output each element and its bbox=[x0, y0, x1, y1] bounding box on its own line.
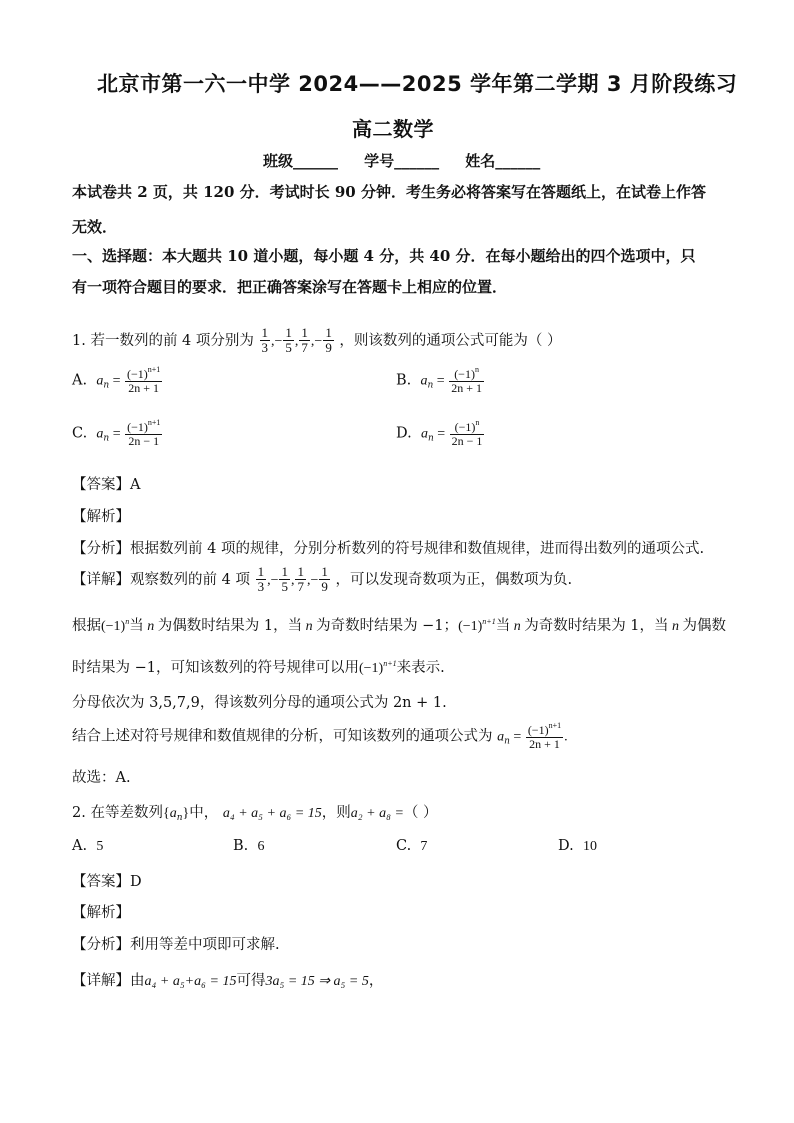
q2-option-b: B. 6 bbox=[233, 838, 265, 854]
student-info-line: 班级______ 学号______ 姓名______ bbox=[263, 152, 541, 170]
q1-option-c: C. $a_n$ = $\frac{(-1)^{n+1}}{2n - 1}$ bbox=[72, 418, 161, 449]
q1-option-d: D. $a_n$ = $\frac{(-1)^n}{2n - 1}$ bbox=[396, 418, 483, 449]
section-heading-line-2: 有一项符合题目的要求．把正确答案涂写在答题卡上相应的位置． bbox=[72, 278, 508, 296]
q1-conclusion: 故选：A. bbox=[72, 770, 131, 786]
q2-option-d: D. 10 bbox=[558, 838, 597, 854]
section-heading-line-1: 一、选择题：本大题共 10 道小题，每小题 4 分，共 40 分．在每小题给出的四个选项中，只 bbox=[72, 247, 696, 265]
q1-option-b: B. $a_n$ = $\frac{(-1)^n}{2n + 1}$ bbox=[396, 365, 482, 396]
q1-sign-line-2: 时结果为 −1，可知该数列的符号规律可以用$(-1)^{n+1}$来表示. bbox=[72, 659, 445, 676]
q1-analysis: 【分析】根据数列前 4 项的规律，分别分析数列的符号规律和数值规律，进而得出数列的通项公式. bbox=[72, 541, 705, 557]
page-subtitle: 高二数学 bbox=[352, 117, 434, 141]
q2-option-c: C. 7 bbox=[396, 838, 428, 854]
q1-detail: 【详解】观察数列的前 4 项 $\frac{1}{3}$ ,− $\frac{1}{5}$ , $\frac{1}{7}$ ,− $\frac{1}{9}$ ，可以发现奇数项为正，偶数项为负. bbox=[72, 564, 573, 595]
q1-sequence: $\frac{1}{3}$ ,− $\frac{1}{5}$ , $\frac{1}{7}$ ,− $\frac{1}{9}$ bbox=[261, 325, 332, 356]
q2-analysis-head: 【解析】 bbox=[72, 905, 130, 921]
q1-stem-suffix: ，则该数列的通项公式可能为（ ） bbox=[339, 332, 562, 349]
q2-stem: 2. 在等差数列$\{a_n\}$中， a₄ + a₅ + a₆ = 15，则a₂ + a₈ =（ ） bbox=[72, 805, 438, 823]
q2-option-a: A. 5 bbox=[72, 838, 104, 854]
q2-analysis: 【分析】利用等差中项即可求解. bbox=[72, 937, 280, 953]
q1-answer: 【答案】A bbox=[72, 477, 141, 493]
intro-line-1: 本试卷共 2 页，共 120 分．考试时长 90 分钟．考生务必将答案写在答题纸上，在试卷上作答 bbox=[72, 183, 706, 201]
q1-stem bbox=[72, 326, 562, 356]
q1-option-a: A. $a_n$ = $\frac{(-1)^{n+1}}{2n + 1}$ bbox=[72, 365, 161, 396]
q1-sign-line-1: 根据$(-1)^n$当 n 为偶数时结果为 1，当 n 为奇数时结果为 −1；$(-1)^{n+1}$当 n 为奇数时结果为 1，当 n 为偶数 bbox=[72, 617, 727, 634]
q1-result-line: 结合上述对符号规律和数值规律的分析，可知该数列的通项公式为 $a_n$ = $\frac{(-1)^{n+1}}{2n + 1}$ . bbox=[72, 721, 568, 752]
q1-denominator-line: 分母依次为 3,5,7,9，得该数列分母的通项公式为 2n + 1. bbox=[72, 695, 447, 711]
q1-stem-prefix: 1. 若一数列的前 4 项分别为 bbox=[72, 332, 254, 349]
q1-analysis-head: 【解析】 bbox=[72, 509, 130, 525]
intro-line-2: 无效． bbox=[72, 218, 118, 236]
page-title: 北京市第一六一中学 2024——2025 学年第二学期 3 月阶段练习 bbox=[97, 72, 738, 96]
q2-detail: 【详解】由a₄ + a₅+a₆ = 15可得3a₅ = 15 ⇒ a₅ = 5， bbox=[72, 973, 384, 989]
q2-answer: 【答案】D bbox=[72, 874, 142, 890]
